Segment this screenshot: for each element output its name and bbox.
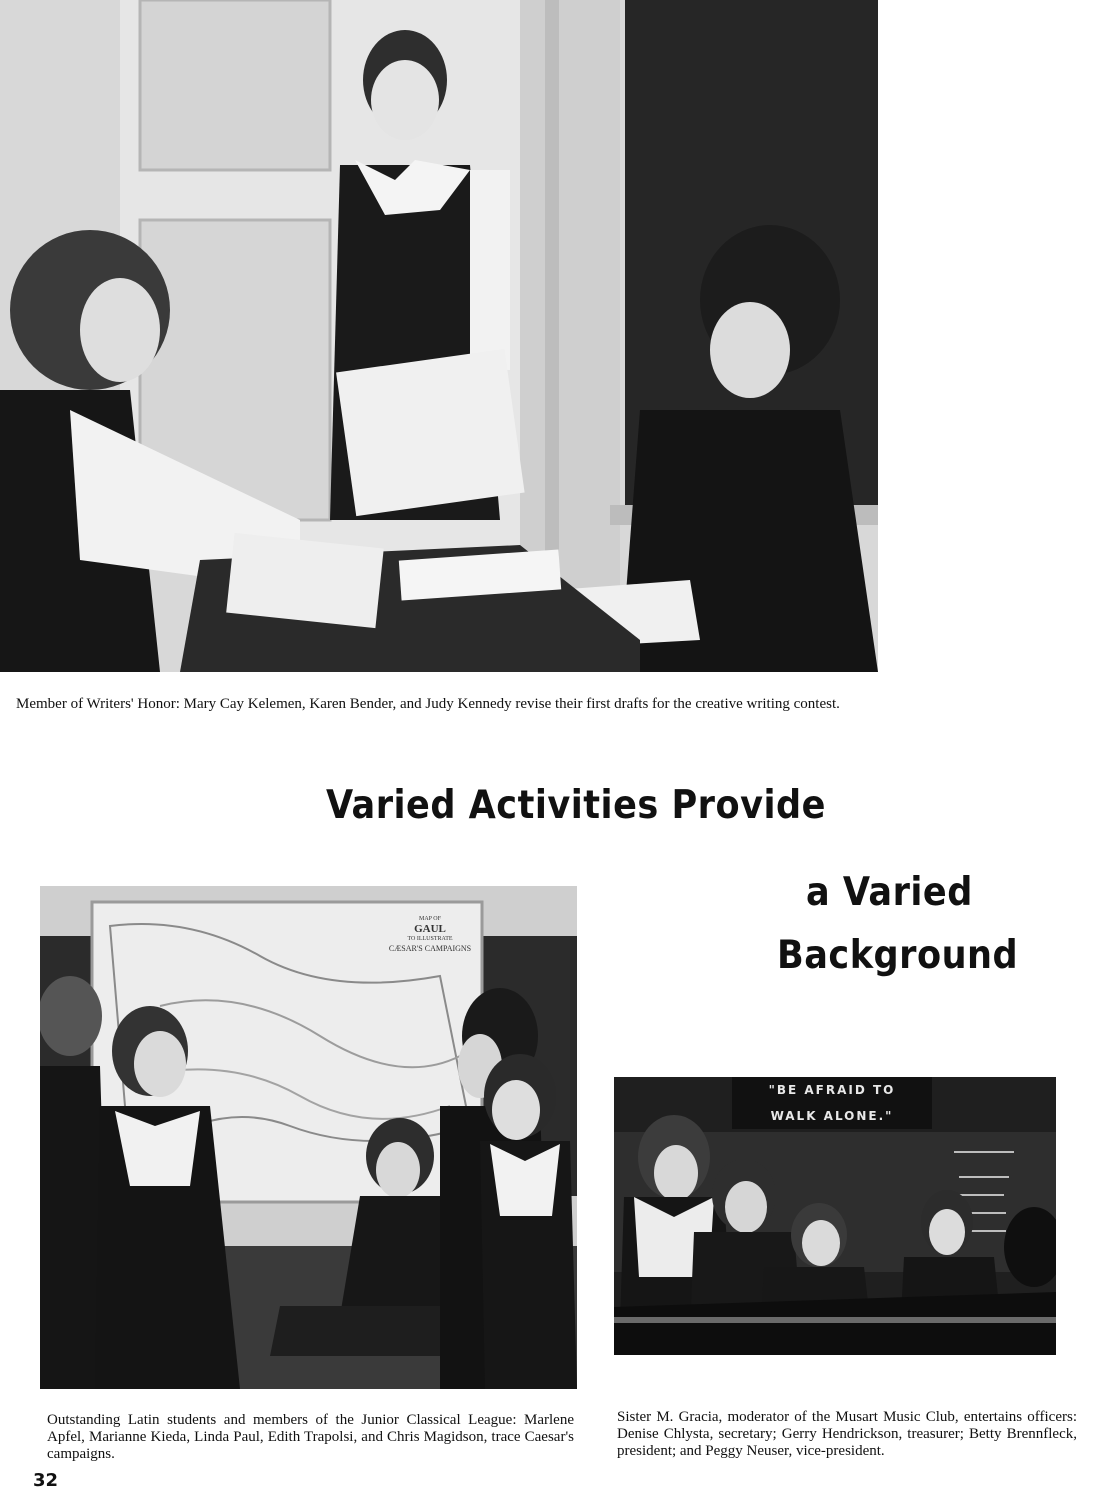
music-club-caption: Sister M. Gracia, moderator of the Musart Music Club, entertains officers: Denise Chlysta, secretary; Gerry Hendrickson, treasurer; Betty Brennfleck, president; and Peggy Neuser, vice-president. [617, 1409, 1077, 1459]
writers-honor-caption: Member of Writers' Honor: Mary Cay Kelemen, Karen Bender, and Judy Kennedy revise their first drafts for the creative writing contest. [16, 696, 840, 712]
map-title [375, 914, 485, 954]
music-club-photo [614, 1077, 1056, 1355]
headline-line-1: Varied Activities Provide [326, 783, 826, 828]
map-title-line-2: GAUL [414, 923, 446, 935]
writers-honor-photo [0, 0, 878, 672]
map-title-line-1: MAP OF [419, 916, 441, 922]
latin-students-caption: Outstanding Latin students and members of the Junior Classical League: Marlene Apfel, Marianne Kieda, Linda Paul, Edith Trapolsi, and Chris Magidson, trace Caesar's campaigns. [47, 1412, 574, 1462]
page-number: 32 [33, 1470, 59, 1491]
headline-line-2: a Varied [806, 870, 973, 915]
map-title-line-4: CÆSAR'S CAMPAIGNS [388, 944, 472, 953]
chalkboard-quote-line-1: "BE AFRAID TO [768, 1083, 896, 1097]
headline-line-3: Background [777, 933, 1019, 978]
writers-honor-photo-art [0, 0, 878, 672]
chalkboard-quote [732, 1077, 932, 1129]
map-title-line-3: TO ILLUSTRATE [407, 936, 453, 942]
latin-students-photo-art [40, 886, 577, 1389]
latin-students-photo [40, 886, 577, 1389]
chalkboard-quote-line-2: WALK ALONE." [770, 1109, 894, 1123]
